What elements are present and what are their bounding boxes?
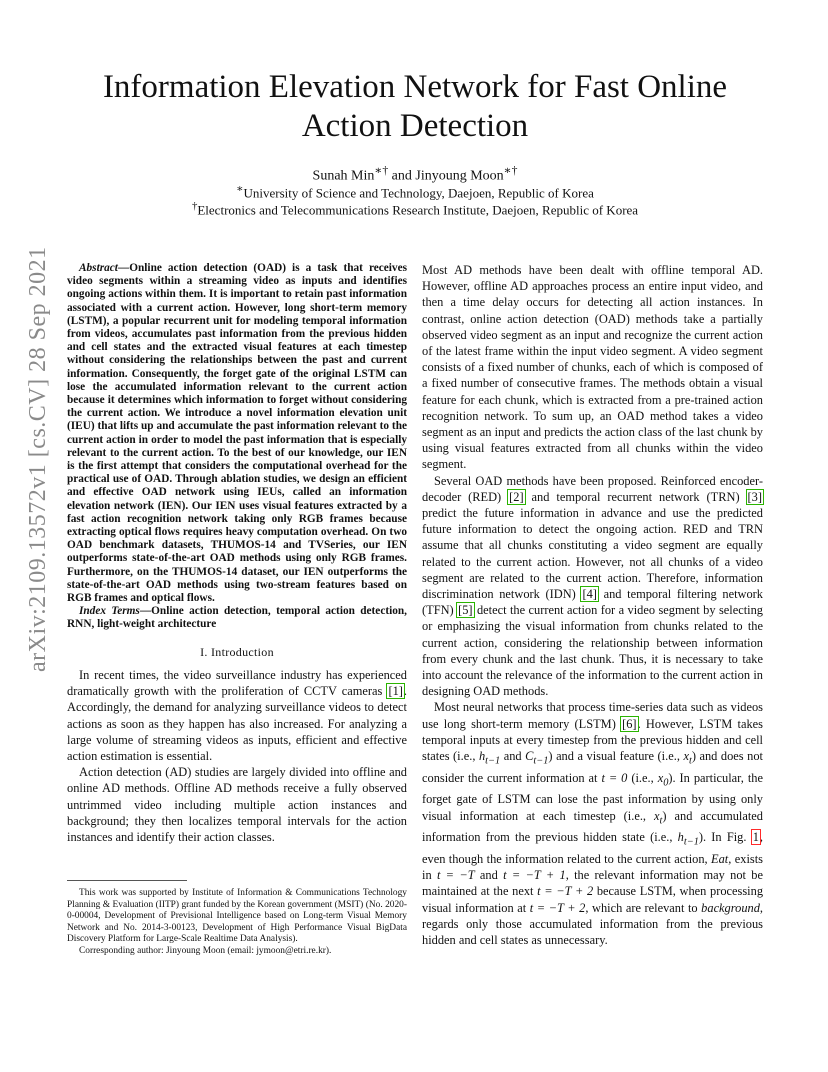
- affiliation-mark: ∗†: [374, 164, 389, 177]
- math-symbol: C: [525, 749, 534, 764]
- paragraph-text: ). In Fig.: [698, 830, 752, 845]
- index-terms: [67, 605, 407, 631]
- citation-link[interactable]: [2]: [509, 489, 524, 504]
- math-expression: t = −T: [436, 868, 475, 883]
- action-class-name: background: [701, 900, 760, 915]
- paragraph-text: , which are relevant to: [585, 900, 702, 915]
- index-terms-label: Index Terms: [79, 605, 140, 618]
- citation-link[interactable]: [5]: [458, 603, 473, 618]
- math-symbol: h: [677, 830, 684, 845]
- paragraph-text: , exists in: [422, 851, 763, 883]
- affiliation-etri: [70, 198, 760, 218]
- paragraph-text: predict the future information in advance and use the predicted future information to detect the ongoing action. RED and TRN assume that all chunks constituting a video segment are equally related to the current action. However, not all chunks of a video segment are related to the current action. Therefore, information discrimination network (IDN): [422, 506, 763, 602]
- citation-link[interactable]: [6]: [622, 716, 637, 731]
- math-expression: t = −T + 2: [537, 884, 594, 899]
- intro-paragraph: Action detection (AD) studies are largely divided into offline and online AD methods. Offline AD methods receive a fully observed untrimmed video including multiple action instances and background; they then localizes temporal intervals for the action instances and identify their action classes.: [67, 765, 407, 844]
- author-name: Sunah Min: [312, 168, 375, 184]
- paragraph-text: and: [500, 749, 526, 764]
- author-name: Jinyoung Moon: [415, 168, 504, 184]
- math-subscript: t−1: [485, 755, 501, 767]
- funding-footnote: This work was supported by Institute of Information & Communications Technology Planning & Evaluation (IITP) grant funded by the Korean government (MSIT) (No. 2020-0-00004, Development of Previsional Intelligence based on Long-term Visual Memory Network and No. 2014-3-00123, Development of High Performance Visual BigData Discovery Platform for Large-Scale Realtime Data Analysis).: [67, 888, 407, 945]
- math-subscript: 0: [663, 777, 669, 789]
- paper-title: Information Elevation Network for Fast Online Action Detection: [102, 69, 728, 144]
- citation-link[interactable]: [3]: [747, 489, 762, 504]
- paragraph-text: , the relevant information may not be maintained at the next: [422, 868, 763, 899]
- index-terms-text: —Online action detection, temporal action detection, RNN, light-weight architecture: [67, 605, 407, 631]
- math-subscript: t−1: [533, 755, 549, 767]
- paragraph-text: and temporal recurrent network (TRN): [524, 489, 747, 504]
- math-expression: t = −T + 1: [503, 868, 566, 883]
- paragraph-text: ). In particular, the forget gate of LSTM can lose the past information by using only visual information at each timestep (i.e.,: [422, 770, 763, 823]
- affiliation-mark: ∗†: [503, 164, 518, 177]
- math-symbol: x: [657, 770, 664, 785]
- citation-link[interactable]: [1]: [388, 684, 403, 699]
- affiliation-mark: †: [191, 200, 198, 212]
- action-class-name: Eat: [711, 851, 729, 866]
- paragraph-text: ) and does not consider the current information at: [422, 749, 763, 785]
- paragraph-text: , regards only those accumulated information from the previous hidden and cell states as unnecessary.: [422, 900, 764, 947]
- body-paragraph: [422, 473, 763, 700]
- math-symbol: h: [478, 749, 486, 764]
- intro-paragraph: [67, 667, 407, 764]
- citation-link[interactable]: [4]: [582, 587, 597, 602]
- affiliation-text: University of Science and Technology, Daejoen, Republic of Korea: [243, 185, 594, 201]
- figure-reference-link[interactable]: 1: [752, 830, 759, 845]
- body-paragraph: [422, 699, 763, 948]
- math-symbol: x: [654, 808, 660, 823]
- footnote-divider: [67, 880, 187, 881]
- right-column: [422, 262, 763, 948]
- math-expression: t = 0: [601, 770, 628, 785]
- math-subscript: t: [659, 815, 663, 827]
- math-subscript: t: [688, 755, 692, 767]
- math-symbol: x: [683, 749, 689, 764]
- author-conjunction: and: [388, 168, 416, 184]
- paragraph-text: and: [474, 868, 504, 883]
- body-paragraph: Most AD methods have been dealt with offline temporal AD. However, offline AD approaches process an entire input video, and then a time delay occurs for detecting all action instances. In contrast, online action detection (OAD) methods take a partially observed video segment as an input and recognize the current action of the latest frame within the input video segment. A video segment consists of a fixed number of chunks, each of which is composed of a fixed number of consecutive frames. The methods obtain a visual feature for each chunk, which is extracted from a pre-trained action recognition network. To sum up, an OAD method takes a video segment as an input and predicts the action class of the last chunk by using visual features extracted from all chunks within the video segment.: [422, 263, 763, 472]
- paragraph-text: ) and accumulated information from the previous hidden state (i.e.,: [422, 808, 763, 845]
- paragraph-text: In recent times, the video surveillance industry has experienced dramatically growth with the proliferation of CCTV cameras: [67, 667, 407, 699]
- paragraph-text: , even though the information related to the current action,: [422, 830, 763, 866]
- paragraph-text: and temporal filtering network (TFN): [422, 587, 763, 618]
- math-expression: t = −T + 2: [529, 900, 586, 915]
- left-column: [67, 262, 407, 845]
- paragraph-text: (i.e.,: [627, 770, 658, 785]
- section-heading-introduction: I. Introduction: [200, 644, 274, 659]
- paragraph-text: ) and a visual feature (i.e.,: [548, 749, 684, 764]
- abstract-text: —Online action detection (OAD) is a task that receives video segments within a streaming video as inputs and identifies ongoing actions within them. It is important to retain past information associated with a current action. However, long short-term memory (LSTM), a popular recurrent unit for modeling temporal information from videos, accumulates past information from the previous hidden and cell states and the extracted visual features at each timestep without considering the relationships between the past and current information. Consequently, the forget gate of the original LSTM can lose the accumulated information relevant to the current action because it determines which information to forget without considering the current action. We introduce a novel information elevation unit (IEU) that lifts up and accumulate the past information relevant to the current action in order to model the past information that is especially relevant to the current action. To the best of our knowledge, our IEN is the first attempt that considers the computational overhead for the practical use of OAD. Through ablation studies, we design an efficient and effective OAD network using IEUs, called an information elevation network (IEN). Our IEN uses visual features extracted by a fast action recognition network taking only RGB frames because extracting optical flows requires heavy computation overhead. On two OAD benchmark datasets, THUMOS-14 and TVSeries, our IEN outperforms state-of-the-art OAD methods using only RGB frames. Furthermore, on the THUMOS-14 dataset, our IEN outperforms the state-of-the-art OAD methods using two-stream features based on RGB frames and optical flows.: [67, 262, 407, 605]
- paragraph-text: detect the current action for a video segment by selecting or emphasizing the visual information from chunks related to the current action, considering the relationship between information from every chunk and the last chunk. Thus, it is necessary to take into account the relevance of the information to the current action in designing OAD methods.: [422, 603, 764, 699]
- corresponding-author-footnote: Corresponding author: Jinyoung Moon (email: jymoon@etri.re.kr).: [79, 945, 332, 956]
- paragraph-text: because LSTM, when processing visual information at: [422, 884, 764, 915]
- paragraph-text: Most neural networks that process time-series data such as videos use long short-term memory (LSTM): [422, 700, 763, 731]
- paragraph-text: . Accordingly, the demand for analyzing surveillance videos to detect actions as soon as they happen has also increased. For analyzing a large volume of streaming videos as inputs, efficient and effective action estimation is essential.: [67, 684, 407, 763]
- arxiv-identifier[interactable]: arXiv:2109.13572v1 [cs.CV] 28 Sep 2021: [25, 246, 51, 672]
- math-subscript: t−1: [683, 836, 699, 848]
- paragraph-text: Several OAD methods have been proposed. Reinforced encoder-decoder (RED): [422, 473, 763, 504]
- abstract: [67, 262, 407, 605]
- paragraph-text: . However, LSTM takes temporal inputs at every timestep from the previous hidden and cell states (i.e.,: [422, 716, 763, 764]
- abstract-label: Abstract: [79, 262, 118, 274]
- affiliation-mark: ∗: [236, 183, 244, 195]
- affiliation-text: Electronics and Telecommunications Research Institute, Daejoen, Republic of Korea: [197, 202, 639, 218]
- footnotes: [67, 888, 407, 958]
